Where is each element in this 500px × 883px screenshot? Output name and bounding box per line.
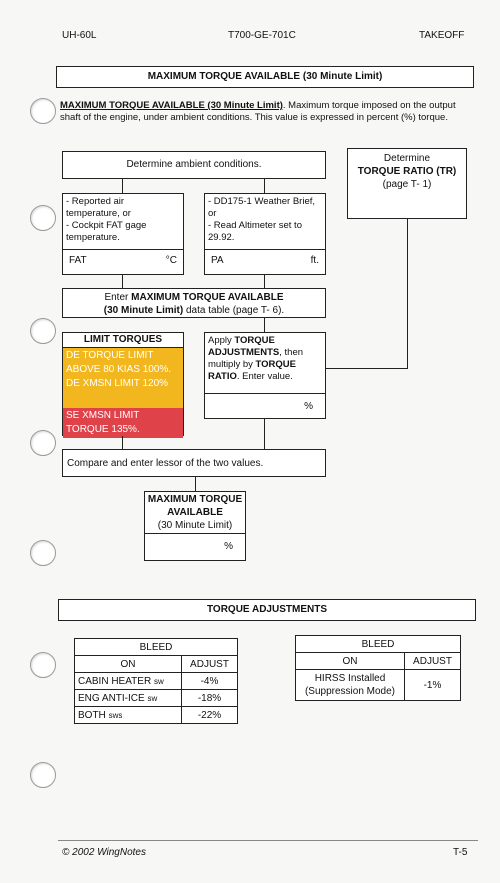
apply-unit: % (304, 401, 313, 412)
connector (326, 368, 407, 369)
pa-label: PA (211, 255, 224, 266)
result-title: MAXIMUM TORQUE AVAILABLE (147, 494, 243, 518)
table1-row-adjust: -4% (182, 673, 238, 690)
pa-unit: ft. (310, 255, 319, 266)
binder-hole (30, 98, 56, 124)
table2-col-adjust: ADJUST (405, 653, 461, 670)
section-title-torque-adjustments: TORQUE ADJUSTMENTS (58, 599, 476, 621)
pa-instructions: - DD175-1 Weather Brief, or - Read Altimeter set to 29.92. (205, 194, 325, 250)
bleed-table-2 (295, 635, 461, 701)
table1-row-on (75, 673, 182, 690)
fat-unit: °C (165, 255, 177, 266)
binder-hole (30, 540, 56, 566)
section-title-max-torque: MAXIMUM TORQUE AVAILABLE (30 Minute Limit) (56, 66, 474, 88)
table2-row-on: HIRSS Installed (Suppression Mode) (296, 670, 405, 701)
apply-text-e: . Enter value. (236, 371, 293, 382)
connector (407, 219, 408, 369)
fat-label: FAT (69, 255, 87, 266)
torque-ratio-line1: Determine (383, 153, 431, 164)
connector (122, 436, 123, 449)
footer-divider (58, 840, 478, 841)
table1-title: BLEED (75, 639, 238, 656)
result-unit: % (224, 541, 233, 552)
binder-hole (30, 205, 56, 231)
torque-ratio-box (347, 148, 467, 219)
ambient-conditions-box: Determine ambient conditions. (62, 151, 326, 179)
binder-hole (30, 430, 56, 456)
fat-box (62, 193, 184, 275)
connector (122, 179, 123, 193)
limit-torques-box (62, 332, 184, 436)
apply-adjustments-box (204, 332, 326, 419)
footer-page-number: T-5 (453, 847, 468, 858)
bleed-table-1 (74, 638, 238, 724)
header-engine: T700-GE-701C (228, 30, 296, 41)
connector (122, 275, 123, 288)
table1-col-adjust: ADJUST (182, 656, 238, 673)
result-box (144, 491, 246, 561)
intro-paragraph (60, 100, 472, 124)
binder-hole (30, 762, 56, 788)
table1-row-adjust: -22% (182, 707, 238, 724)
binder-hole (30, 318, 56, 344)
torque-ratio-line2: TORQUE RATIO (TR) (357, 166, 457, 177)
connector (195, 477, 196, 491)
enter-text-a: Enter (104, 292, 132, 303)
pa-entry-row (205, 250, 325, 271)
apply-text-b: TORQUE ADJUSTMENTS (208, 335, 280, 358)
table-row (75, 673, 238, 690)
table-row (75, 707, 238, 724)
row-on-label: CABIN HEATER (78, 675, 152, 687)
table1-row-on (75, 690, 182, 707)
header-aircraft: UH-60L (62, 30, 97, 41)
fat-instructions: - Reported air temperature, or - Cockpit FAT gage temperature. (63, 194, 183, 250)
table2-title: BLEED (296, 636, 461, 653)
intro-text: . Maximum torque imposed on the output shaft of the engine, under ambient conditions. This value is expressed in percent (%) torque. (60, 100, 456, 123)
intro-term: MAXIMUM TORQUE AVAILABLE (30 Minute Limit) (60, 100, 283, 111)
connector (264, 419, 265, 449)
enter-table-box (62, 288, 326, 318)
table1-row-adjust: -18% (182, 690, 238, 707)
binder-hole (30, 652, 56, 678)
fat-entry-row (63, 250, 183, 271)
limit-yellow: DE TORQUE LIMIT ABOVE 80 KIAS 100%. DE XMSN LIMIT 120% (63, 348, 183, 408)
compare-box: Compare and enter lessor of the two values. (62, 449, 326, 477)
torque-ratio-line3: (page T- 1) (382, 179, 432, 190)
table1-row-on (75, 707, 182, 724)
limit-red: SE XMSN LIMIT TORQUE 135%. (63, 408, 183, 438)
table-row (75, 690, 238, 707)
header-section: TAKEOFF (419, 30, 465, 41)
connector (264, 179, 265, 193)
apply-text-d: TORQUE RATIO (208, 359, 296, 382)
apply-text-a: Apply (208, 335, 235, 346)
footer-copyright: © 2002 WingNotes (62, 847, 146, 858)
row-on-label: ENG ANTI-ICE (78, 692, 145, 704)
enter-text-d: data table (page T- 6). (183, 305, 285, 316)
row-sw: sw (147, 693, 158, 703)
result-subtitle: (30 Minute Limit) (145, 519, 245, 534)
connector (264, 318, 265, 332)
row-sw: sws (108, 710, 123, 720)
row-sw: sw (153, 676, 164, 686)
pa-box (204, 193, 326, 275)
connector (264, 275, 265, 288)
row-on-label: BOTH (78, 709, 106, 721)
enter-text-b: MAXIMUM TORQUE AVAILABLE (131, 292, 284, 303)
limit-title: LIMIT TORQUES (63, 333, 183, 348)
enter-text-c: (30 Minute Limit) (103, 305, 184, 316)
table2-col-on: ON (296, 653, 405, 670)
table-row (296, 670, 461, 701)
apply-text-c: , then multiply by (208, 347, 304, 370)
table2-row-adjust: -1% (405, 670, 461, 701)
apply-text (205, 333, 325, 394)
table1-col-on: ON (75, 656, 182, 673)
